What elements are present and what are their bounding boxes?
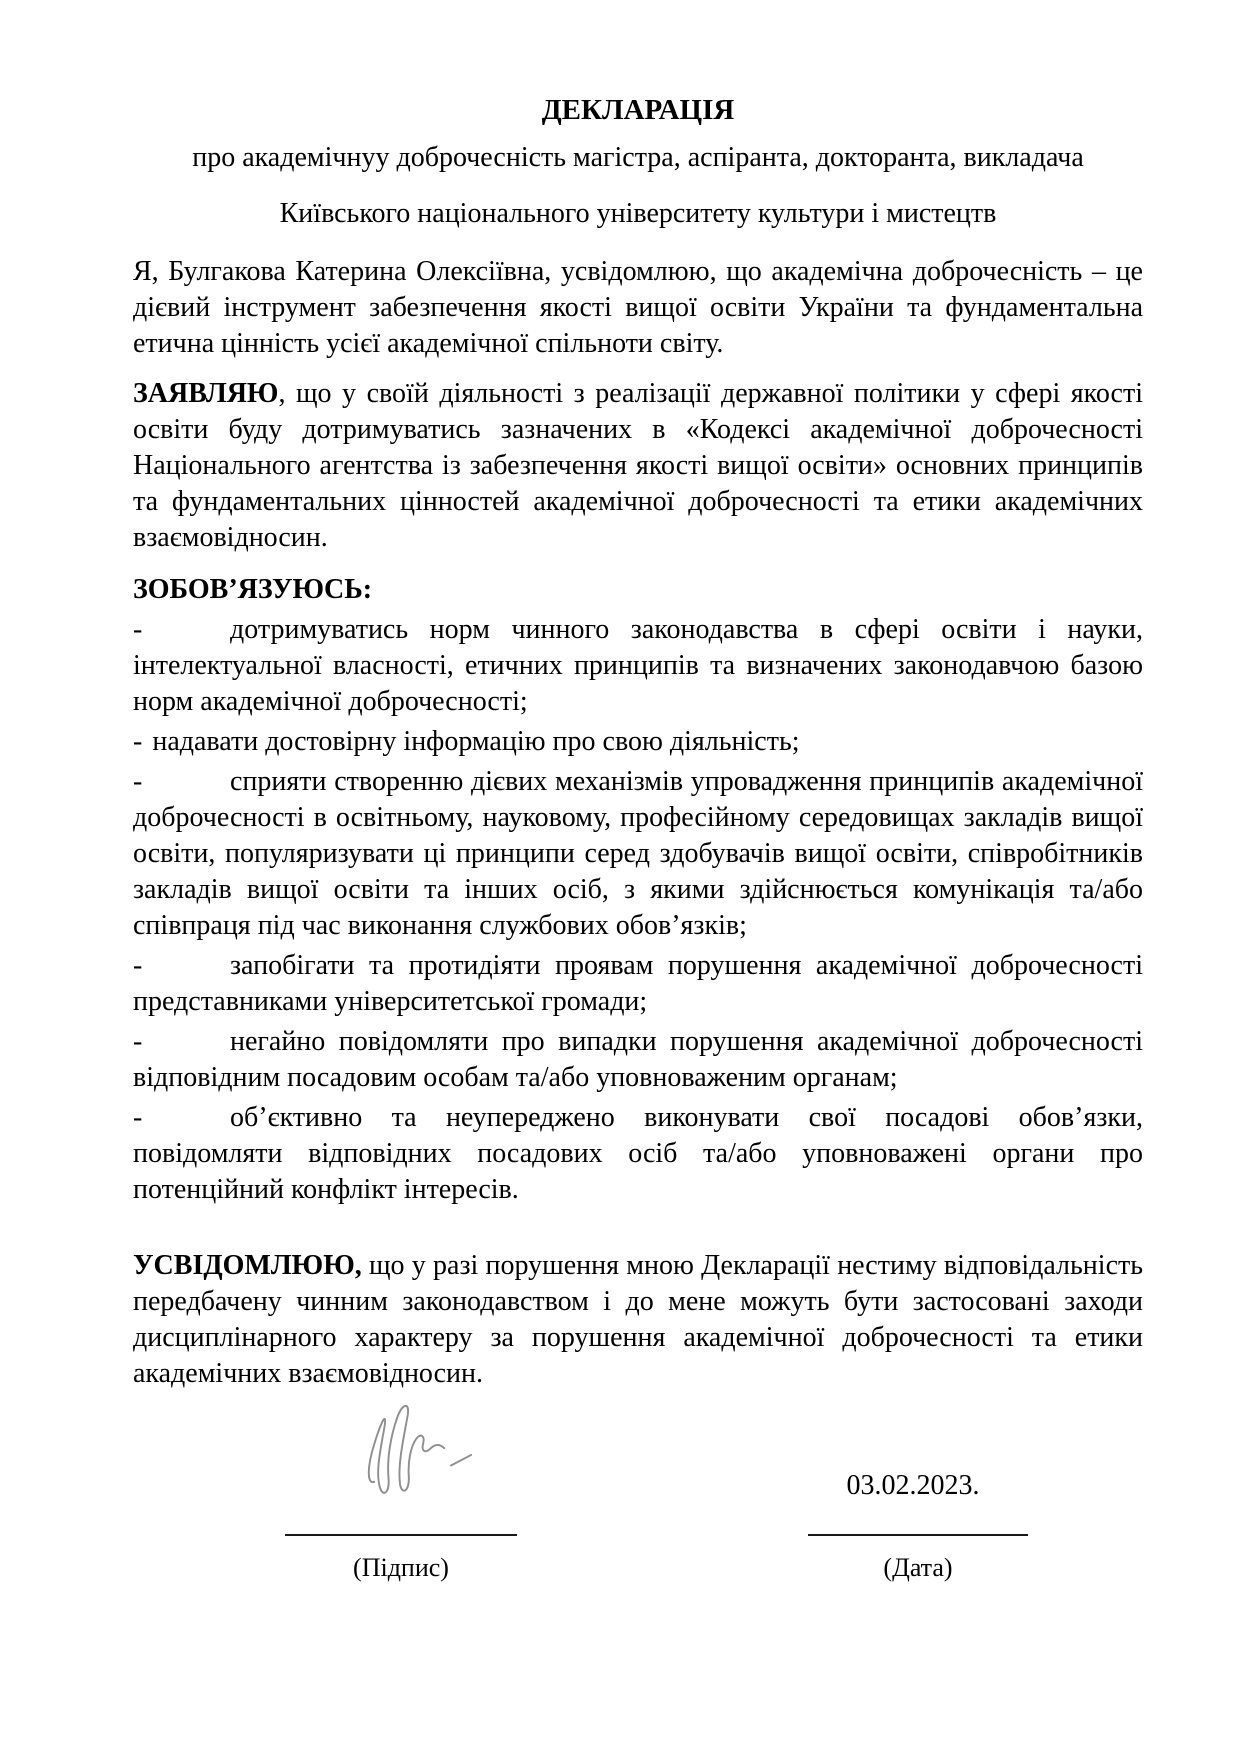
obligation-text: надавати достовірну інформацію про свою діяльність; (152, 726, 800, 757)
declare-lead: ЗАЯВЛЯЮ (133, 378, 279, 409)
intro-paragraph: Я, Булгакова Катерина Олексіївна, усвідомлюю, що академічна доброчесність – це дієвий інструмент забезпечення якості вищої освіти України та фундаментальна етична цінність усієї академічної спільноти світу. (133, 256, 1143, 359)
date-line (808, 1534, 1028, 1536)
handwritten-signature-image (355, 1400, 475, 1506)
university-name: Київського національного університету культури і мистецтв (279, 198, 997, 229)
signature-block (133, 1398, 1143, 1698)
signature-line (285, 1534, 517, 1536)
obligation-item (133, 612, 1143, 720)
obligation-item (133, 1024, 1143, 1096)
document-subtitle: про академічнуу доброчесність магістра, аспіранта, докторанта, викладача (192, 142, 1084, 173)
obligations-heading: ЗОБОВ’ЯЗУЮСЬ: (133, 574, 373, 605)
obligation-item (133, 724, 1143, 760)
declare-text: , що у своїй діяльності з реалізації державної політики у сфері якості освіти буду дотримуватись зазначених в «Кодексі академічної доброчесності Національного агентства із забезпечення якості вищої освіти» основних принципів та фундаментальних цінностей академічної доброчесності та етики академічних взаємовідносин. (133, 378, 1143, 553)
date-line-label: (Дата) (883, 1553, 953, 1582)
obligation-item (133, 764, 1143, 944)
list-dash: - (133, 726, 143, 757)
acknowledge-paragraph (133, 1248, 1143, 1392)
declare-paragraph (133, 376, 1143, 556)
obligation-text: негайно повідомляти про випадки порушення академічної доброчесності відповідним посадовим особам та/або уповноваженим органам; (133, 1026, 1143, 1093)
list-dash: - (133, 614, 143, 645)
list-dash: - (133, 950, 143, 981)
obligation-text: сприяти створенню дієвих механізмів упровадження принципів академічної доброчесності в освітньому, науковому, професійному середовищах закладів вищої освіти, популяризувати ці принципи серед здобувачів вищої освіти, співробітників закладів вищої освіти та інших осіб, з якими здійснюється комунікація та/або співпраця під час виконання службових обов’язків; (133, 766, 1143, 941)
acknowledge-lead: УСВІДОМЛЮЮ, (133, 1250, 362, 1281)
list-dash: - (133, 1102, 143, 1133)
list-dash: - (133, 766, 143, 797)
obligation-text: дотримуватись норм чинного законодавства в сфері освіти і науки, інтелектуальної власності, етичних принципів та визначених законодавчою базою норм академічної доброчесності; (133, 614, 1143, 717)
obligation-item (133, 948, 1143, 1020)
signature-line-label: (Підпис) (353, 1553, 449, 1582)
obligation-text: запобігати та протидіяти проявам порушення академічної доброчесності представниками університетської громади; (133, 950, 1143, 1017)
obligation-text: об’єктивно та неупереджено виконувати свої посадові обов’язки, повідомляти відповідних посадових осіб та/або уповноважені органи про потенційний конфлікт інтересів. (133, 1102, 1143, 1205)
document-title: ДЕКЛАРАЦІЯ (541, 94, 735, 126)
acknowledge-text: що у разі порушення мною Декларації нестиму відповідальність передбачену чинним законодавством і до мене можуть бути застосовані заходи дисциплінарного характеру за порушення академічної доброчесності та етики академічних взаємовідносин. (133, 1250, 1143, 1389)
signature-date: 03.02.2023. (846, 1470, 980, 1501)
list-dash: - (133, 1026, 143, 1057)
obligation-item (133, 1100, 1143, 1208)
